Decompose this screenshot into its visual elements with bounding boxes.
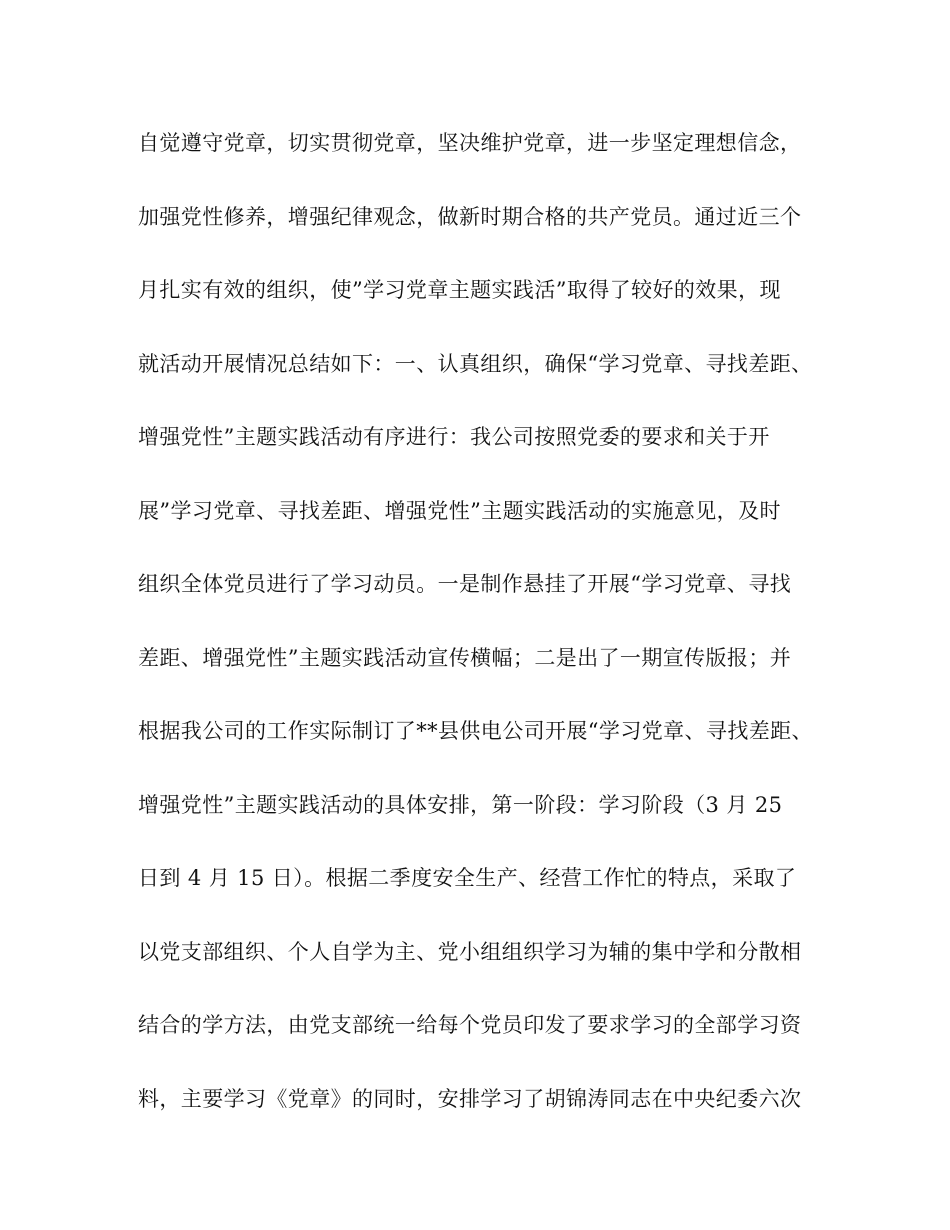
text-line: 增强党性”主题实践活动有序进行：我公司按照党委的要求和关于开	[138, 425, 770, 449]
text-line: 增强党性”主题实践活动的具体安排，第一阶段：学习阶段（3 月 25	[138, 792, 783, 817]
text-line: 料，主要学习《党章》的同时，安排学习了胡锦涛同志在中央纪委六次	[138, 1086, 802, 1111]
text-line: 展”学习党章、寻找差距、增强党性”主题实践活动的实施意见，及时	[138, 498, 781, 523]
text-line: 以党支部组织、个人自学为主、党小组组织学习为辅的集中学和分散相	[138, 939, 802, 964]
body-text	[138, 122, 850, 1151]
text-line: 差距、增强党性”主题实践活动宣传横幅；二是出了一期宣传版报；并	[138, 645, 792, 670]
text-line: 自觉遵守党章，切实贯彻党章，坚决维护党章，进一步坚定理想信念，	[138, 131, 802, 155]
text-line: 日到 4 月 15 日）。根据二季度安全生产、经营工作忙的特点，采取了	[138, 866, 797, 890]
text-line: 就活动开展情况总结如下：一、认真组织，确保“学习党章、寻找差距、	[138, 351, 813, 376]
text-line: 根据我公司的工作实际制订了**县供电公司开展“学习党章、寻找差距、	[138, 719, 813, 743]
text-line: 组织全体党员进行了学习动员。一是制作悬挂了开展“学习党章、寻找	[138, 572, 792, 596]
text-line: 月扎实有效的组织，使”学习党章主题实践活”取得了较好的效果，现	[138, 278, 781, 302]
text-line: 结合的学方法，由党支部统一给每个党员印发了要求学习的全部学习资	[138, 1013, 802, 1037]
text-line: 加强党性修养，增强纪律观念，做新时期合格的共产党员。通过近三个	[138, 204, 802, 229]
